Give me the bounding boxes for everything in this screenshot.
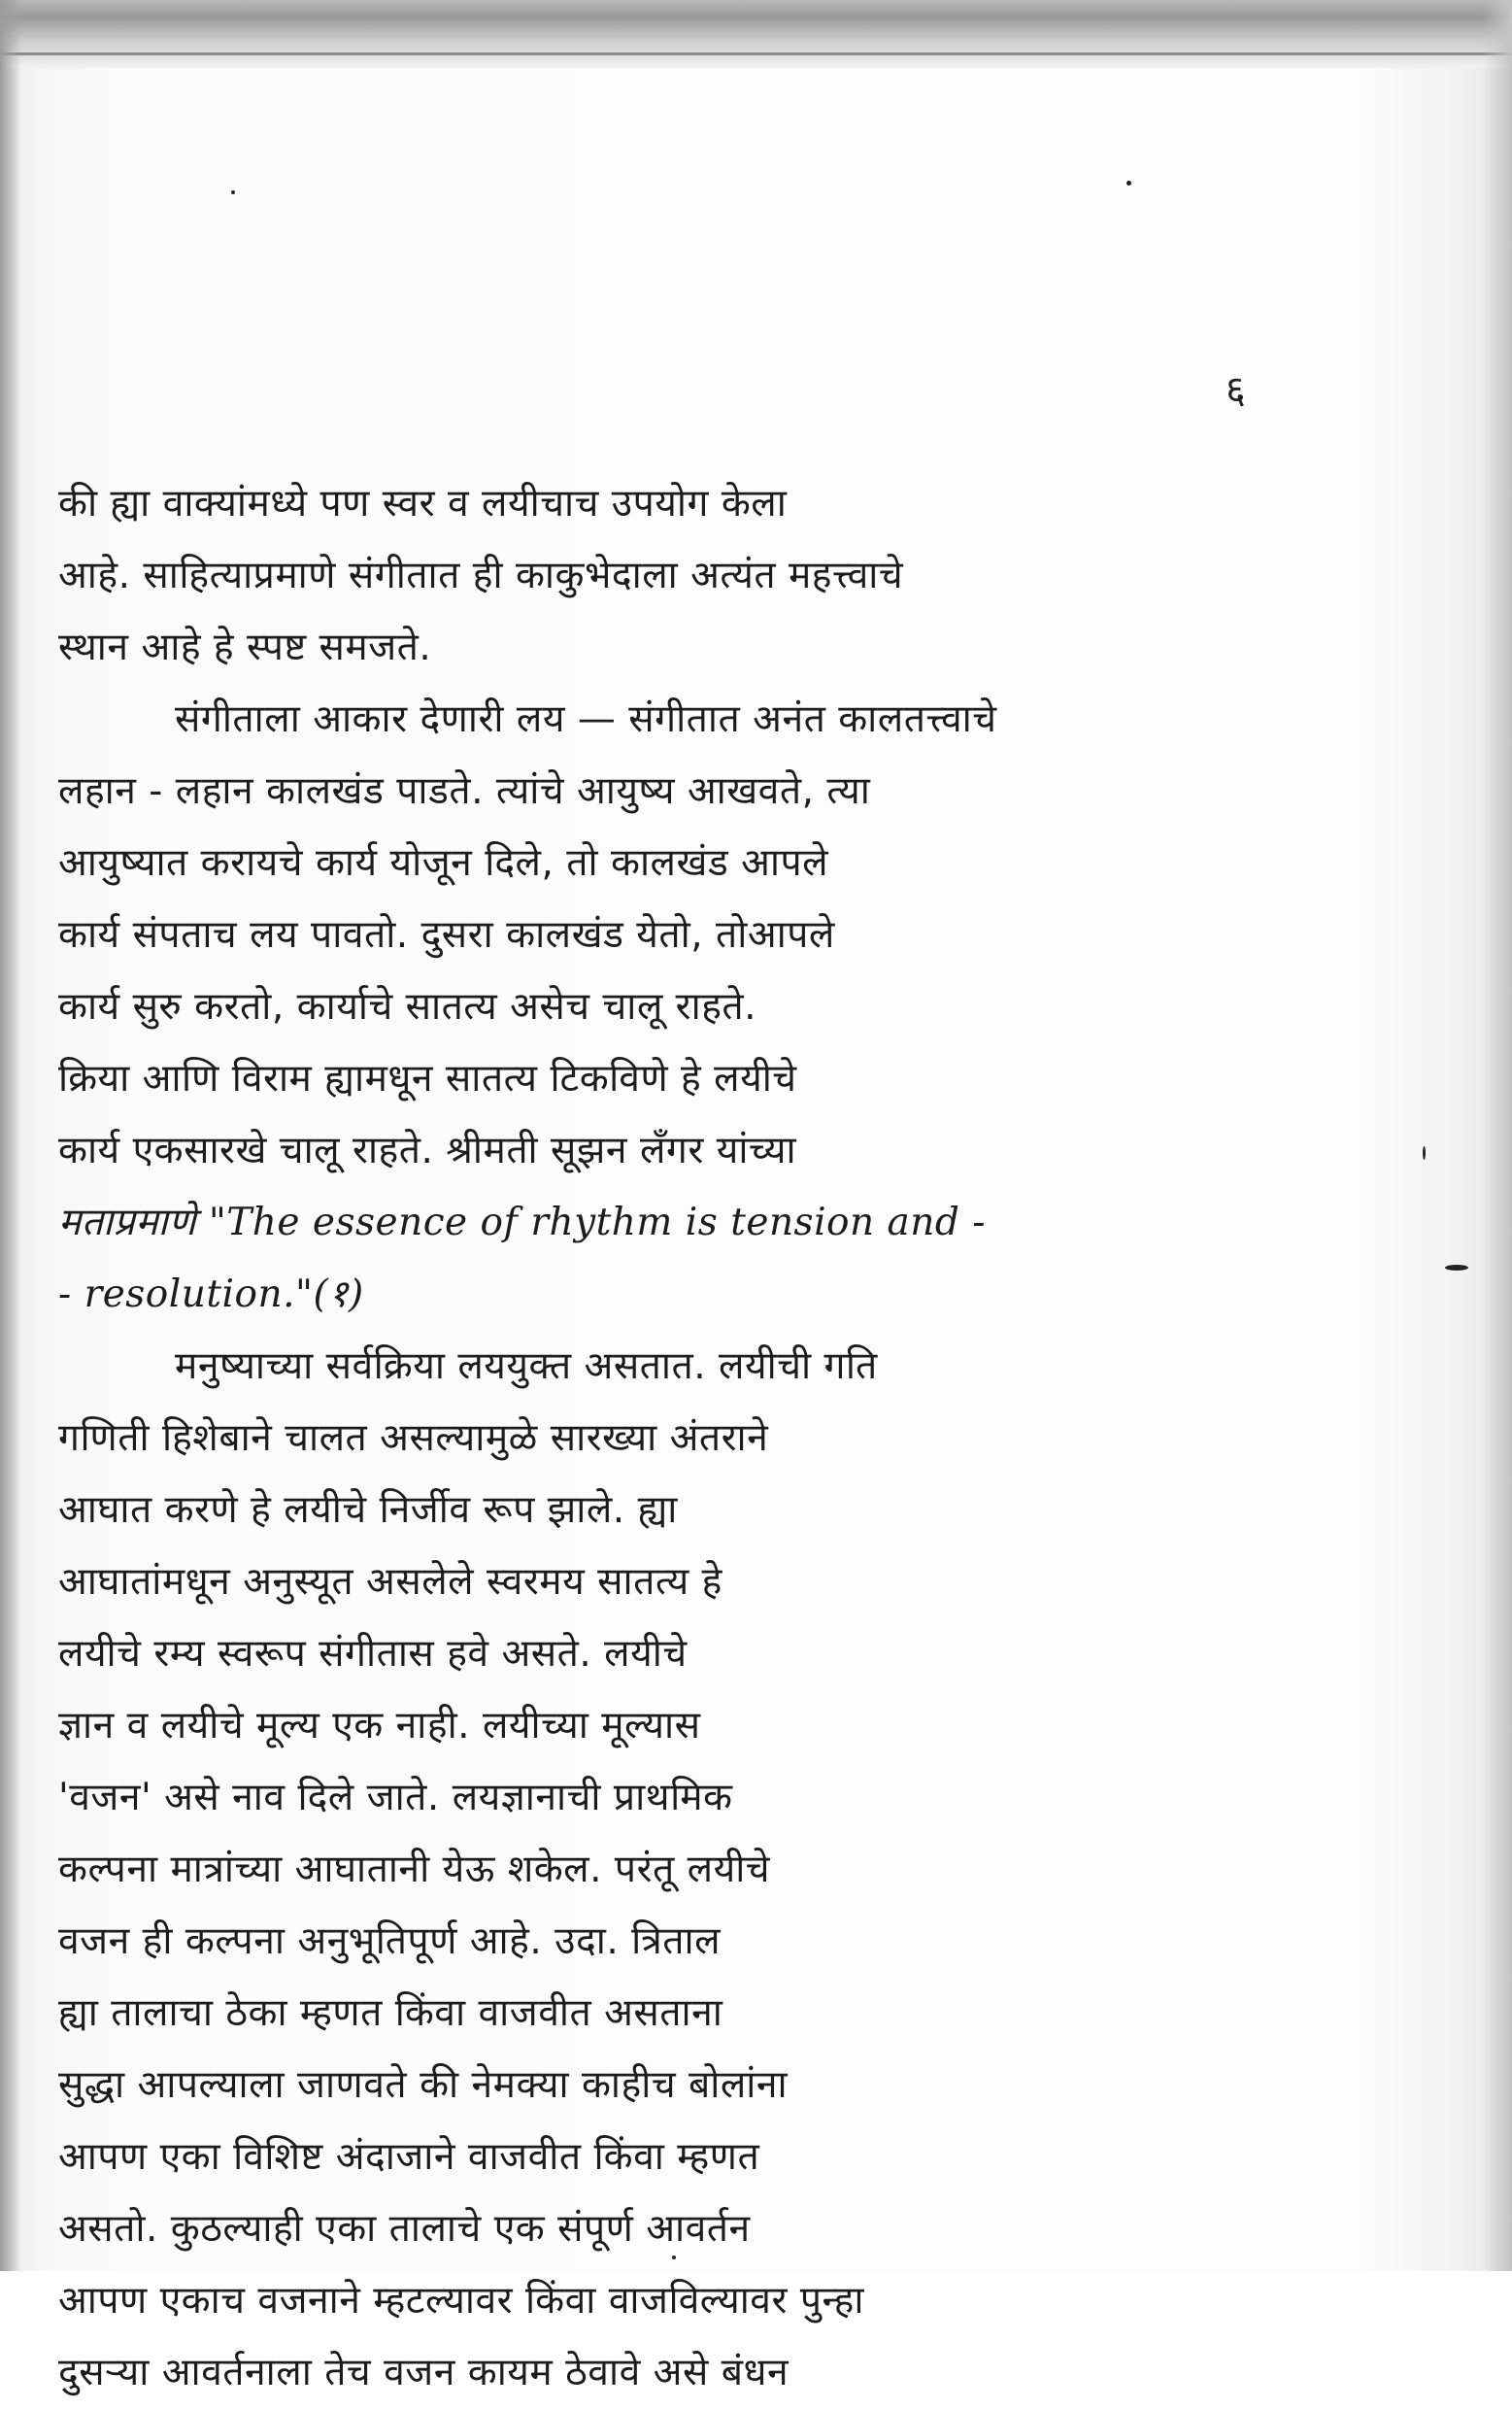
text-line: की ह्या वाक्यांमध्ये पण स्वर व लयीचाच उपयोग केला [58,482,788,526]
text-line: लयीचे रम्य स्वरूप संगीतास हवे असते. लयीचे [58,1632,688,1676]
text-line: 'वजन' असे नाव दिले जाते. लयज्ञानाची प्राथमिक [58,1776,733,1819]
quotation-line: मताप्रमाणे "The essence of rhythm is tension and - [58,1201,986,1244]
handwritten-body [58,468,1389,2409]
text-line: आयुष्यात करायचे कार्य योजून दिले, तो कालखंड आपले [58,841,829,885]
text-line: कार्य सुरु करतो, कार्याचे सातत्य असेच चालू राहते. [58,985,757,1029]
text-line: कार्य एकसारखे चालू राहते. श्रीमती सूझन लँगर यांच्या [58,1129,797,1172]
text-line: क्रिया आणि विराम ह्यामधून सातत्य टिकविणे हे लयीचे [58,1057,797,1101]
text-line: ज्ञान व लयीचे मूल्य एक नाही. लयीच्या मूल्यास [58,1704,701,1747]
text-line: वजन ही कल्पना अनुभूतिपूर्ण आहे. उदा. त्रिताल [58,1919,722,1963]
text-line: सुद्धा आपल्याला जाणवते की नेमक्या काहीच बोलांना [58,2063,789,2107]
text-line: आघातांमधून अनुस्यूत असलेले स्वरमय सातत्य हे [58,1560,722,1604]
page-right-shadow [1483,0,1512,2271]
text-line: आपण एका विशिष्ट अंदाजाने वाजवीत किंवा म्हणत [58,2135,760,2179]
ink-speck [1445,1265,1468,1271]
text-line: असतो. कुठल्याही एका तालाचे एक संपूर्ण आवर्तन [58,2207,751,2251]
text-line: आहे. साहित्याप्रमाणे संगीतात ही काकुभेदाला अत्यंत महत्त्वाचे [58,554,904,597]
quotation-end-line: - resolution."(१) [58,1272,364,1316]
paragraph-start-line: मनुष्याच्या सर्वक्रिया लययुक्त असतात. लयीची गति [175,1344,878,1388]
text-line: आघात करणे हे लयीचे निर्जीव रूप झाले. ह्या [58,1488,678,1532]
text-line: कल्पना मात्रांच्या आघातानी येऊ शकेल. परंतू लयीचे [58,1848,771,1891]
ink-speck [1423,1146,1426,1160]
text-line: लहान - लहान कालखंड पाडते. त्यांचे आयुष्य आखवते, त्या [58,769,871,813]
page-number: ६ [1226,368,1246,413]
text-line: आपण एकाच वजनाने म्हटल्यावर किंवा वाजविल्यावर पुन्हा [58,2279,864,2323]
ink-speck [1126,181,1131,186]
text-line: दुसऱ्या आवर्तनाला तेच वजन कायम ठेवावे असे बंधन [58,2351,790,2394]
ink-speck [231,190,235,194]
page-left-shadow [0,0,21,2271]
text-line: ह्या तालाचा ठेका म्हणत किंवा वाजवीत असताना [58,1991,723,2035]
page-top-edge [0,0,1512,68]
text-line: स्थान आहे हे स्पष्ट समजते. [58,626,432,669]
page-top-fold-line [0,52,1512,55]
text-line: गणिती हिशेबाने चालत असल्यामुळे सारख्या अंतराने [58,1416,769,1460]
paragraph-start-line: संगीताला आकार देणारी लय — संगीतात अनंत कालतत्त्वाचे [175,697,997,741]
text-line: कार्य संपताच लय पावतो. दुसरा कालखंड येतो, तोआपले [58,913,835,957]
